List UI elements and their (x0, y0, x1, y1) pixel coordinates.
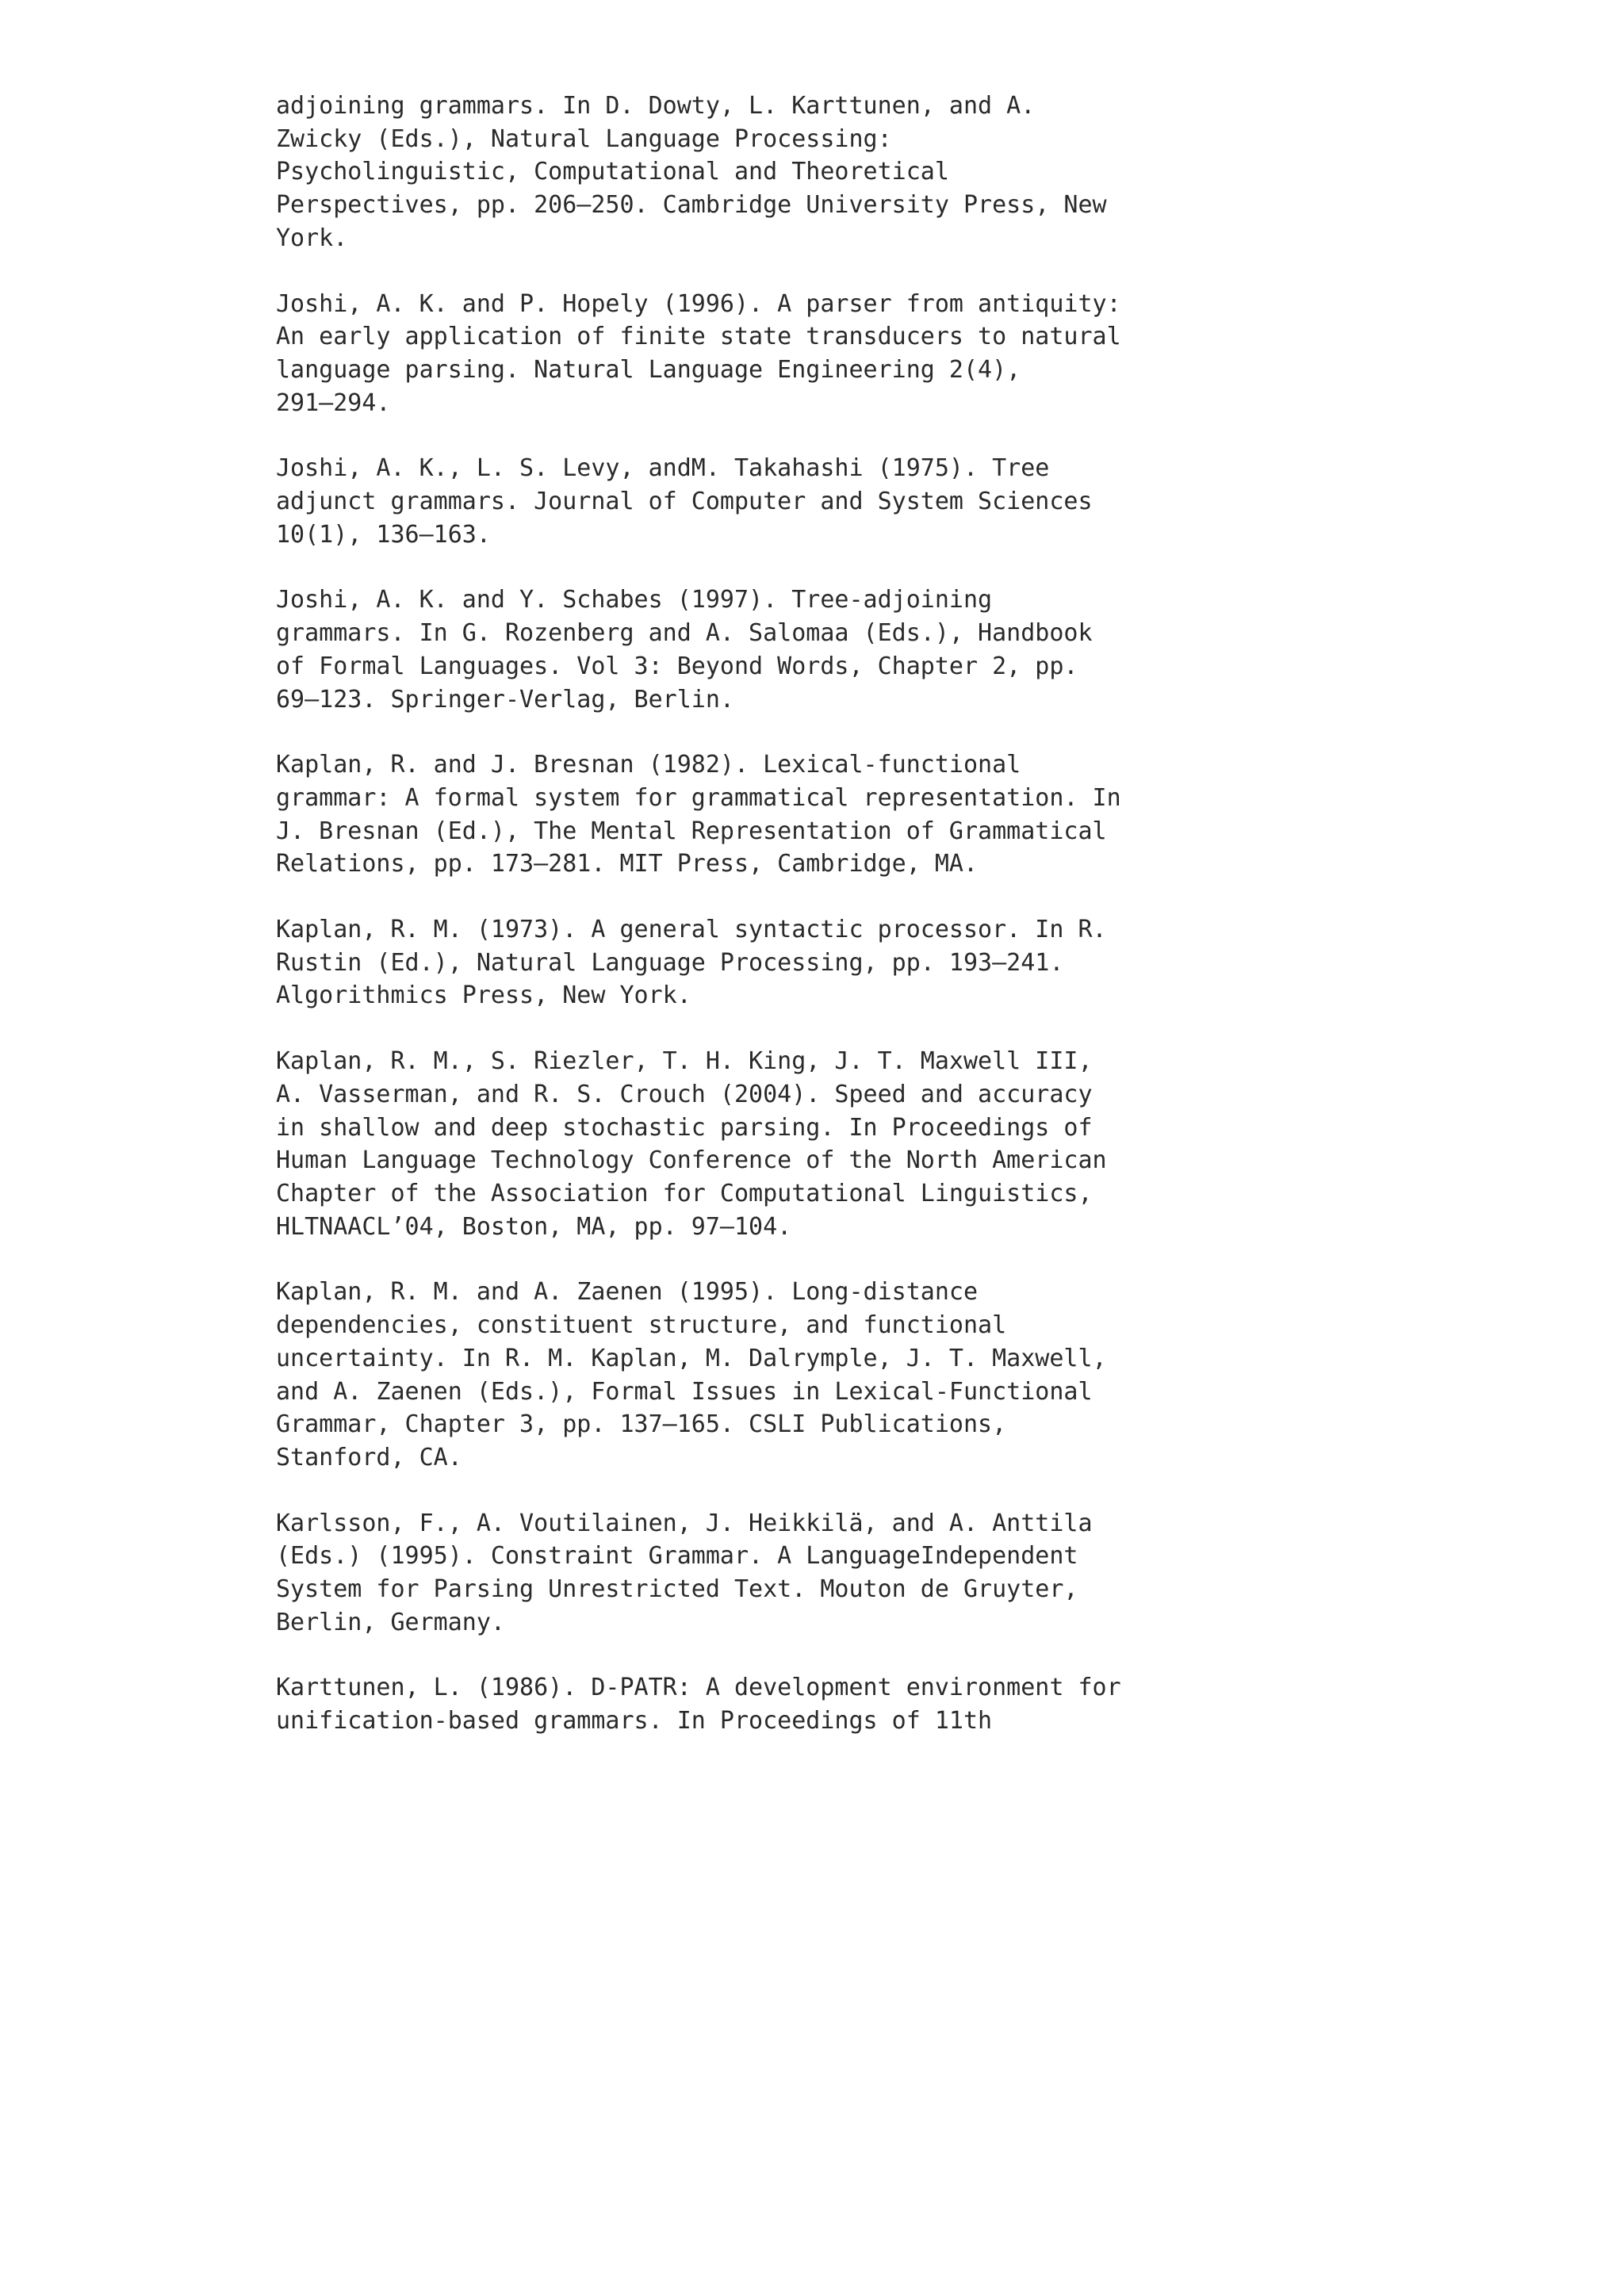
reference-line: Kaplan, R. M. and A. Zaenen (1995). Long-distance (276, 1278, 979, 1307)
reference-line: Algorithmics Press, New York. (276, 982, 691, 1010)
reference-line: Joshi, A. K., L. S. Levy, andM. Takahashi (1975). Tree (276, 454, 1050, 483)
reference-entry (276, 1045, 1513, 1243)
reference-line: Karttunen, L. (1986). D-PATR: A development environment for (276, 1674, 1121, 1702)
reference-entry (276, 1276, 1513, 1474)
reference-line: Stanford, CA. (276, 1443, 462, 1471)
reference-line: Psycholinguistic, Computational and Theoretical (276, 158, 949, 186)
reference-line: System for Parsing Unrestricted Text. Mouton de Gruyter, (276, 1575, 1078, 1604)
reference-line: A. Vasserman, and R. S. Crouch (2004). Speed and accuracy (276, 1080, 1093, 1108)
reference-entry (276, 452, 1513, 551)
reference-entry (276, 1507, 1513, 1640)
reference-line: Joshi, A. K. and Y. Schabes (1997). Tree-adjoining (276, 586, 993, 614)
reference-line: in shallow and deep stochastic parsing. In Proceedings of (276, 1113, 1093, 1142)
reference-line: and A. Zaenen (Eds.), Formal Issues in Lexical-Functional (276, 1377, 1093, 1406)
reference-line: Berlin, Germany. (276, 1608, 505, 1636)
reference-line: 291–294. (276, 388, 391, 417)
reference-line: Chapter of the Association for Computational Linguistics, (276, 1179, 1093, 1207)
reference-entry (276, 584, 1513, 716)
reference-line: adjunct grammars. Journal of Computer and System Sciences (276, 488, 1093, 516)
reference-line: Kaplan, R. M. (1973). A general syntactic processor. In R. (276, 916, 1107, 944)
reference-line: Karlsson, F., A. Voutilainen, J. Heikkilä, and A. Anttila (276, 1509, 1093, 1537)
reference-line: Perspectives, pp. 206–250. Cambridge University Press, New (276, 191, 1107, 220)
reference-entry (276, 90, 1513, 255)
reference-line: HLTNAACL’04, Boston, MA, pp. 97–104. (276, 1212, 792, 1241)
reference-line: Human Language Technology Conference of the North American (276, 1146, 1107, 1175)
reference-line: Rustin (Ed.), Natural Language Processing, pp. 193–241. (276, 948, 1064, 977)
reference-entry (276, 748, 1513, 881)
reference-line: Kaplan, R. and J. Bresnan (1982). Lexical-functional (276, 751, 1021, 779)
reference-line: adjoining grammars. In D. Dowty, L. Karttunen, and A. (276, 92, 1036, 120)
reference-line: (Eds.) (1995). Constraint Grammar. A LanguageIndependent (276, 1542, 1078, 1571)
reference-entry (276, 1671, 1513, 1737)
reference-line: grammar: A formal system for grammatical representation. In (276, 783, 1121, 812)
reference-line: dependencies, constituent structure, and functional (276, 1311, 1007, 1340)
reference-line: Grammar, Chapter 3, pp. 137–165. CSLI Publications, (276, 1410, 1007, 1439)
reference-line: Kaplan, R. M., S. Riezler, T. H. King, J. T. Maxwell III, (276, 1047, 1093, 1076)
reference-line: Zwicky (Eds.), Natural Language Processing: (276, 124, 892, 153)
reference-line: language parsing. Natural Language Engineering 2(4), (276, 355, 1021, 384)
reference-entry (276, 913, 1513, 1012)
reference-line: of Formal Languages. Vol 3: Beyond Words, Chapter 2, pp. (276, 652, 1078, 680)
reference-line: uncertainty. In R. M. Kaplan, M. Dalrymple, J. T. Maxwell, (276, 1344, 1107, 1372)
reference-line: Relations, pp. 173–281. MIT Press, Cambridge, MA. (276, 850, 979, 878)
reference-line: 10(1), 136–163. (276, 520, 491, 549)
reference-line: grammars. In G. Rozenberg and A. Salomaa (Eds.), Handbook (276, 619, 1093, 648)
reference-line: unification-based grammars. In Proceedings of 11th (276, 1707, 993, 1735)
reference-line: An early application of finite state transducers to natural (276, 323, 1121, 351)
reference-line: J. Bresnan (Ed.), The Mental Representation of Grammatical (276, 817, 1107, 845)
reference-line: York. (276, 224, 348, 252)
reference-line: Joshi, A. K. and P. Hopely (1996). A parser from antiquity: (276, 289, 1121, 318)
reference-line: 69–123. Springer-Verlag, Berlin. (276, 685, 734, 714)
reference-entry (276, 288, 1513, 420)
reference-list (276, 90, 1513, 1770)
